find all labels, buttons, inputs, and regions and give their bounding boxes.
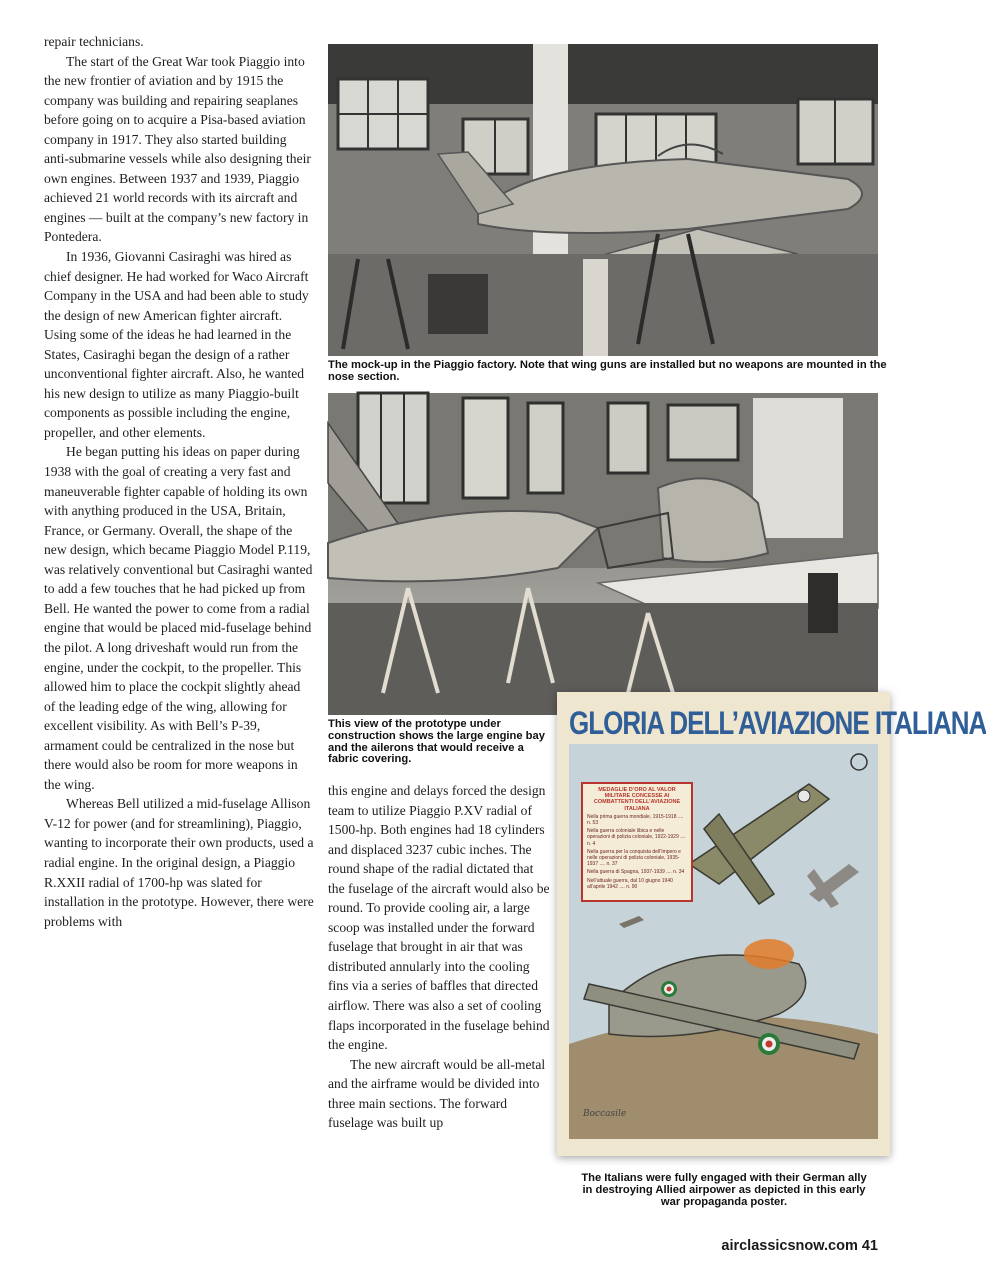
paragraph: this engine and delays forced the design team to utilize Piaggio P.XV radial of 1500-hp. Both engines had 18 cylinders and displaced 3237 cubic inches. The round shape of the radial dictated that the fuselage of the aircraft would also be round. To provide cooling air, a large scoop was installed under the forward fuselage that brought in air that was distributed annularly into the cooling fins via a series of baffles that directed airflow. There was also a set of cooling flaps incorporated in the fuselage behind the engine.	[328, 783, 550, 1053]
photo-mockup-factory	[328, 44, 878, 356]
page-number: 41	[861, 1238, 878, 1254]
photo-mockup-illustration	[328, 44, 878, 356]
photo-caption: The mock-up in the Piaggio factory. Note that wing guns are installed but no weapons are mounted in the nose section.	[328, 359, 887, 383]
left-text-column	[44, 32, 314, 931]
page-footer	[721, 1238, 878, 1254]
middle-text-column	[328, 781, 552, 1133]
photo-caption: This view of the prototype under construction shows the large engine bay and the ailerons that would receive a fabric covering.	[328, 718, 545, 766]
poster-box-line: Nella guerra di Spagna, 1937-1939 .... n. 34	[587, 869, 685, 876]
propaganda-poster	[557, 692, 986, 1156]
poster-box-line: Nell’attuale guerra, dal 10 giugno 1940 all’aprile 1942 .... n. 90	[587, 877, 673, 890]
paragraph: repair technicians.	[44, 34, 144, 49]
paragraph: Whereas Bell utilized a mid-fuselage Allison V-12 for power (and for streamlining), Piaggio, wanting to incorporate their own products, used a radial engine. In the original design, a Piaggio R.XXII radial of 1700-hp was slated for installation in the prototype. However, there were problems with	[44, 796, 314, 929]
photo-prototype-illustration	[328, 393, 878, 715]
poster-box-line: Nella prima guerra mondiale, 1915-1918 .... n. 53	[587, 813, 684, 827]
poster-box-heading: MEDAGLIE D’ORO AL VALOR MILITARE CONCESSE AI COMBATTENTI DELL’AVIAZIONE ITALIANA	[593, 787, 681, 812]
poster-box-line: Nella guerra per la conquista dell’Impero e nelle operazioni di polizia coloniale, 1935-1937 .... n. 37	[587, 848, 681, 868]
poster-signature: Boccasile	[583, 1109, 627, 1119]
poster-artwork	[569, 744, 878, 1139]
photo-prototype-construction	[328, 393, 878, 715]
poster-caption: The Italians were fully engaged with their German ally in destroying Allied airpower as depicted in this early war propaganda poster.	[581, 1172, 867, 1208]
paragraph: The start of the Great War took Piaggio into the new frontier of aviation and by 1915 the company was building and repairing seaplanes before going on to acquire a Pisa-based aviation company in 1917. They also started building anti-submarine vessels while also designing their own engines. Between 1937 and 1939, Piaggio achieved 21 world records with its aircraft and engines — built at the company’s new factory in Pontedera.	[44, 53, 311, 245]
poster-box-line: Nella guerra coloniale libica e nelle operazioni di polizia coloniale, 1922-1929 .... n. 4	[587, 828, 686, 847]
footer-site: airclassicsnow.com	[721, 1238, 858, 1254]
paragraph: In 1936, Giovanni Casiraghi was hired as chief designer. He had worked for Waco Aircraft Company in the USA and had been able to study the design of new American fighter aircraft. Using some of the ideas he had learned in the States, Casiraghi began the design of a rather unconventional fighter aircraft. Also, he wanted his new design to utilize as many Piaggio-built components as possible including the engine, propeller, and other elements.	[44, 249, 309, 440]
poster-title: GLORIA DELL’AVIAZIONE ITALIANA	[569, 704, 986, 742]
poster-medals-box	[581, 782, 693, 902]
paragraph: The new aircraft would be all-metal and the airframe would be divided into three main sections. The forward fuselage was built up	[328, 1056, 546, 1131]
paragraph: He began putting his ideas on paper during 1938 with the goal of creating a very fast and maneuverable fighter capable of holding its own with anything produced in the USA, Britain, France, or Germany. Overall, the shape of the new design, which became Piaggio Model P.119, was relatively conventional but Casiraghi wanted to add a few touches that he had picked up from Bell. He wanted the power to come from a radial engine that would be placed mid-fuselage behind the pilot. A long driveshaft would run from the engine, under the cockpit, to the propeller. This allowed him to place the cockpit slightly ahead of the leading edge of the wing, allowing for excellent visibility. As with Bell’s P-39, armament could be centralized in the nose but there would also be room for more weapons in the wing.	[44, 444, 313, 792]
